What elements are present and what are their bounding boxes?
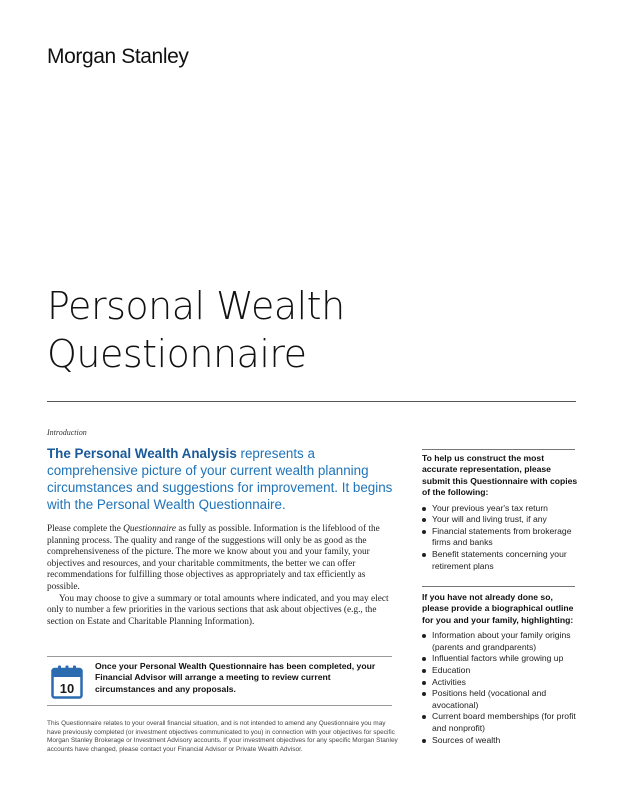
calendar-number: 10 <box>59 681 75 696</box>
title-line-2: Questionnaire <box>47 332 307 376</box>
section-label: Introduction <box>47 428 87 437</box>
lead-rest-text: represents a comprehensive picture of your current wealth planning circumstances and suggestions for improvement. It begins with the Personal Wealth Questionnaire. <box>47 446 393 512</box>
list-item: Influential factors while growing up <box>422 653 580 665</box>
page-title <box>47 282 567 378</box>
biography-heading: If you have not already done so, please provide a biographical outline for you and your family, highlighting: <box>422 592 574 625</box>
list-item: Positions held (vocational and avocational) <box>422 688 580 711</box>
sidebar-rule-middle <box>422 586 575 587</box>
list-item: Your previous year's tax return <box>422 503 580 515</box>
list-item: Current board memberships (for profit and nonprofit) <box>422 711 580 734</box>
callout-text: Once your Personal Wealth Questionnaire has been completed, your Financial Advisor will arrange a meeting to review current circumstances and any proposals. <box>95 661 376 694</box>
documents-heading: To help us construct the most accurate representation, please submit this Questionnaire with copies of the following: <box>422 453 578 498</box>
documents-list <box>422 503 580 573</box>
list-item: Sources of wealth <box>422 735 580 747</box>
sidebar-rule-top <box>422 449 575 450</box>
disclaimer: This Questionnaire relates to your overall financial situation, and is not intended to amend any Questionnaire you may have previously completed (or investment objectives communicated to you) in connection with your objectives for specific Morgan Stanley Brokerage or Investment Advisory accounts. If your investment objectives for any specific Morgan Stanley accounts have changed, please contact your Financial Advisor or Private Wealth Advisor. <box>47 720 398 753</box>
body-p1-end: as fully as possible. Information is the lifeblood of the planning process. The quality and range of the suggestions will only be as good as the comprehensiveness of the picture. The more we know about you and your family, your objectives and resources, and your charitable commitments, the better we can offer recommendations for fulfilling those objectives as appropriately and tax efficiently as possible. <box>47 524 380 592</box>
list-item: Financial statements from brokerage firms and banks <box>422 526 580 549</box>
lead-paragraph <box>47 445 402 513</box>
lead-bold-text: The Personal Wealth Analysis <box>47 446 237 461</box>
sidebar-box-documents <box>422 453 580 572</box>
meeting-callout <box>47 656 392 706</box>
morgan-stanley-logo: Morgan Stanley <box>47 45 189 68</box>
title-line-1: Personal Wealth <box>47 284 345 328</box>
body-paragraph-1 <box>47 524 392 594</box>
list-item: Your will and living trust, if any <box>422 514 580 526</box>
body-p1-italic: Questionnaire <box>123 524 177 534</box>
calendar-icon <box>51 665 83 699</box>
biography-list <box>422 630 580 746</box>
list-item: Benefit statements concerning your retirement plans <box>422 549 580 572</box>
list-item: Activities <box>422 677 580 689</box>
list-item: Education <box>422 665 580 677</box>
body-p1-start: Please complete the <box>47 524 124 534</box>
body-paragraph-2: You may choose to give a summary or total amounts where indicated, and you may elect only to number a few priorities in the various sections that ask about objectives (e.g., the section on Estate and Charitable Planning Information). <box>47 593 389 627</box>
list-item: Information about your family origins (parents and grandparents) <box>422 630 580 653</box>
intro-body <box>47 524 392 628</box>
sidebar-box-biography <box>422 592 580 746</box>
title-divider <box>47 401 576 402</box>
